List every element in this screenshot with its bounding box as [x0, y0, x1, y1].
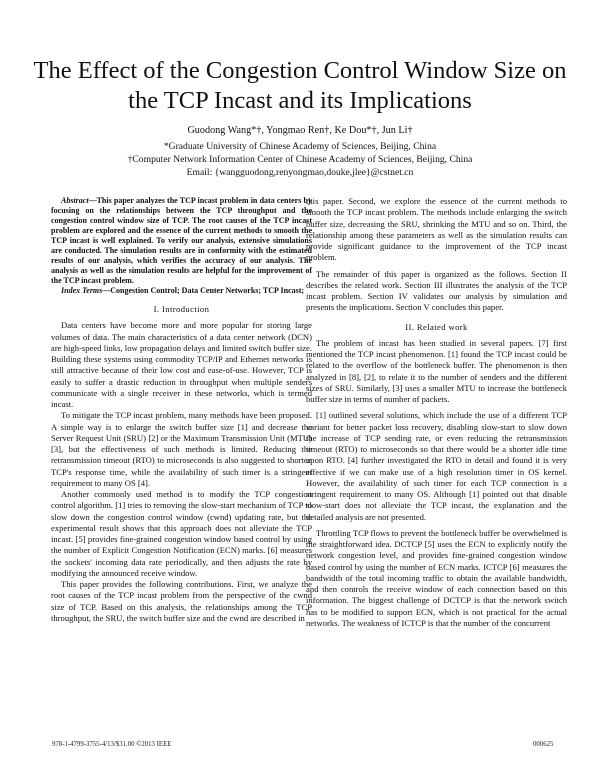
- abstract-text: —This paper analyzes the TCP incast problem in data centers by focusing on the relationships between the TCP throughput and the congestion control window size of TCP. The root causes of the TCP incast problem are explored and the essence of the current methods to smooth the TCP incast is well explained. To verify our analysis, extensive simulations are conducted. The simulation results are in conformity with the estimated results of our analysis, which verifies the accuracy of our analysis. The analysis as well as the simulation results are helpful for the improvement of the TCP incast problem.: [51, 196, 312, 285]
- affiliation-1: *Graduate University of Chinese Academy of Sciences, Beijing, China: [163, 141, 437, 152]
- paragraph: The problem of incast has been studied in several papers. [7] first mentioned the TCP incast phenomenon. [1] found the TCP incast could be related to the overflow of the bottleneck buffer. The phenomenon is then analyzed in [8], [2], to relate it to the number of senders and the different sizes of SRU. Similarly, [3] uses a smaller MTU to increase the bottleneck buffer size in terms of number of packets.: [306, 337, 567, 404]
- index-terms-label: Index Terms: [61, 286, 103, 295]
- index-terms-text: —Congestion Control; Data Center Networks; TCP Incast;: [102, 286, 305, 295]
- section-heading-introduction: I. Introduction: [153, 304, 210, 314]
- paragraph: This paper provides the following contributions. First, we analyze the root causes of the TCP incast problem from the perspective of the cwnd size of TCP. Based on this analysis, the relationships among the TCP throughput, the SRU, the switch buffer size and the cwnd are described in: [51, 579, 312, 623]
- paragraph: this paper. Second, we explore the essence of the current methods to smooth the TCP incast problem. The methods include enlarging the switch buffer size, decreasing the SRU, shrinking the MTU and so on. Third, the relationship among these parameters as well as the simulation results can provide significant guidance to the improvement of the TCP incast problem.: [306, 196, 567, 263]
- paragraph: [1] outlined several solutions, which include the use of a different TCP variant for better packet loss recovery, disabling slow-start to slow down the increase of TCP sending rate, or even reducing the retransmission timeout (RTO) to microseconds so that there would be a shorter idle time upon RTO. [4] further investigated the RTO in detail and found it is very effective if we can make use of a high resolution timer in OS kernel. However, the availability of such timer for each TCP connection is a stringent requirement to many OS. Although [1] pointed out that disable slow-start does not alleviate the TCP incast, the explanation and the detailed analysis are not presented.: [306, 410, 567, 522]
- author-email: Email: {wangguodong,renyongmao,douke,jlee}@cstnet.cn: [186, 167, 414, 178]
- paragraph: To mitigate the TCP incast problem, many methods have been proposed. A simple way is to enlarge the switch buffer size [1] and decrease the Server Request Unit (SRU) [2] or the Maximum Transmission Unit (MTU) [3], but the effectiveness of such methods is limited. Reducing the retransmission timeout (RTO) to microseconds is also suggested to shorten TCP's response time, while the availability of such timer is a stringent requirement to many OS [4].: [51, 410, 312, 488]
- right-column: [306, 196, 567, 629]
- author-names: Guodong Wang*†, Yongmao Ren†, Ke Dou*†, Jun Li†: [187, 125, 413, 136]
- section-heading-related-work: II. Related work: [405, 321, 468, 332]
- paragraph: Throttling TCP flows to prevent the bottleneck buffer be overwhelmed is the straightforward idea. DCTCP [5] uses the ECN to explicitly notify the network congestion level, and provides fine-grained congestion window based control by using the number of ECN marks. ICTCP [6] measures the bandwidth of the total incoming traffic to obtain the available bandwidth, and then controls the receive window of each connection based on this information. The biggest challenge of DCTCP is that the network switch has to be modified to support ECN, which is not practical for the actual networks. The weakness of ICTCP is that the number of the concurrent: [306, 527, 567, 628]
- index-terms: [51, 286, 312, 296]
- footer-isbn: 978-1-4799-3755-4/13/$31.00 ©2013 IEEE: [52, 741, 172, 748]
- left-column: [51, 196, 312, 624]
- abstract: [51, 196, 312, 286]
- affiliation-2: †Computer Network Information Center of Chinese Academy of Sciences, Beijing, China: [127, 154, 473, 165]
- abstract-label: Abstract: [61, 196, 89, 205]
- paragraph: Another commonly used method is to modify the TCP congestion control algorithm. [1] tries to removing the slow-start mechanism of TCP to slow down the congestion control window (cwnd) updating rate, but the experimental result shows that this approach does not alleviate the TCP incast. [5] provides fine-grained congestion window based control by using the number of Explicit Congestion Notification (ECN) marks. [6] measures the sockets' incoming data rate periodically, and then adjusts the rate by modifying the announced receive window.: [51, 489, 312, 578]
- paragraph: The remainder of this paper is organized as the follows. Section II describes the related work. Section III illustrates the analysis of the TCP incast problem. Section IV validates our analysis by simulation and presents the implications. Section V concludes this paper.: [306, 268, 567, 313]
- paragraph: Data centers have become more and more popular for storing large volumes of data. The main characteristics of a data center network (DCN) are high-speed links, low propagation delays and limited switch buffer size. Building these systems using commodity TCP/IP and Ethernet networks is still attractive because of their low cost and ease-of-use. However, TCP is easily to suffer a drastic reduction in throughput when multiple senders communicate with a single receiver in these networks, which is termed incast.: [51, 320, 312, 409]
- paper-title: The Effect of the Congestion Control Window Size on the TCP Incast and its Implications: [33, 57, 567, 114]
- page-number: 000625: [533, 741, 554, 748]
- author-block: [30, 124, 570, 179]
